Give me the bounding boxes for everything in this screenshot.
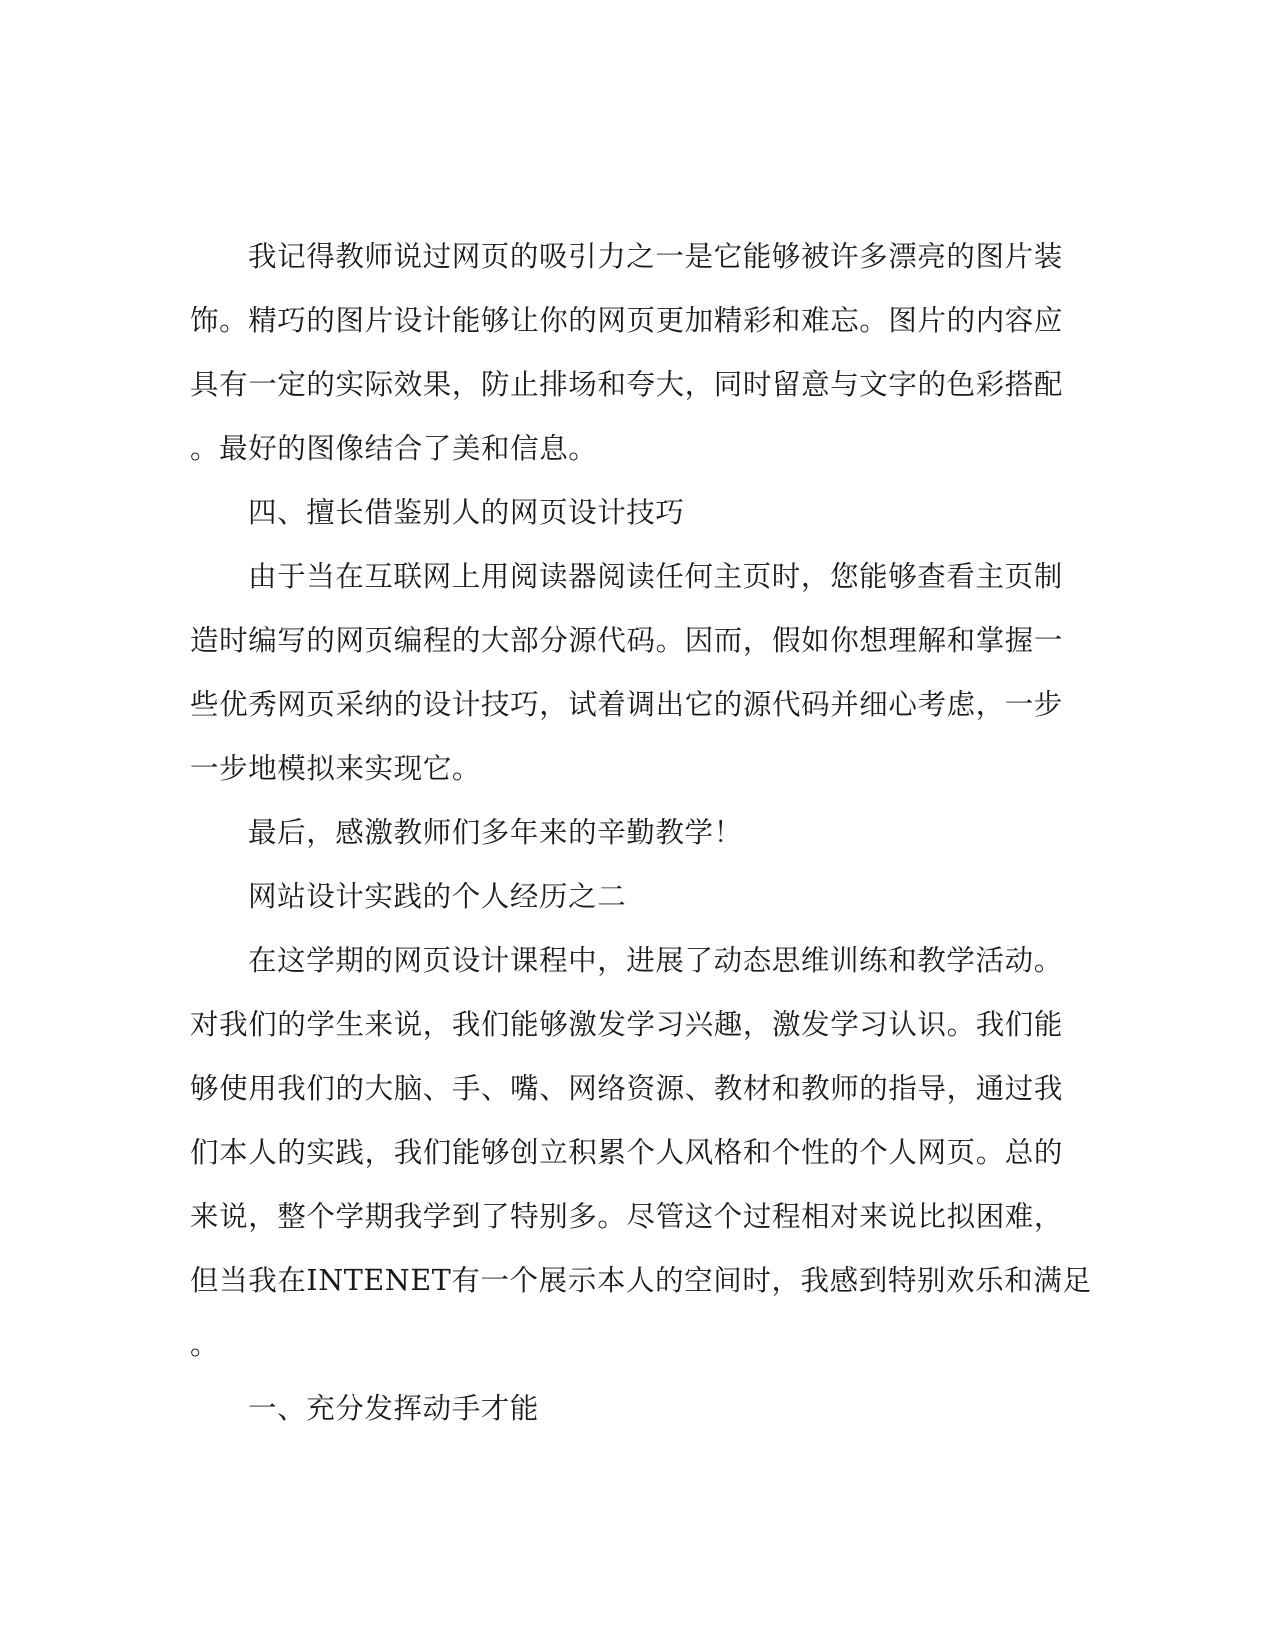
text-line: 。最好的图像结合了美和信息。 (190, 432, 598, 465)
text-line: 在这学期的网页设计课程中，进展了动态思维训练和教学活动。 (248, 944, 1063, 977)
text-line: 最后，感激教师们多年来的辛勤教学！ (248, 816, 743, 849)
text-line: 们本人的实践，我们能够创立积累个人风格和个性的个人网页。总的 (190, 1136, 1064, 1169)
text-line: 来说，整个学期我学到了特别多。尽管这个过程相对来说比拟困难， (190, 1200, 1064, 1233)
text-line: 一步地模拟来实现它。 (190, 752, 482, 785)
section-heading: 一、充分发挥动手才能 (248, 1392, 540, 1425)
text-line: 造时编写的网页编程的大部分源代码。因而，假如你想理解和掌握一 (190, 624, 1064, 657)
text-line: 够使用我们的大脑、手、嘴、网络资源、教材和教师的指导，通过我 (190, 1072, 1064, 1105)
text-line: 些优秀网页采纳的设计技巧，试着调出它的源代码并细心考虑，一步 (190, 688, 1064, 721)
text-line: 我记得教师说过网页的吸引力之一是它能够被许多漂亮的图片装 (248, 240, 1063, 273)
text-line: 但当我在INTENET有一个展示本人的空间时，我感到特别欢乐和满足 (190, 1264, 1092, 1297)
section-heading: 四、擅长借鉴别人的网页设计技巧 (248, 496, 685, 529)
text-line: 饰。精巧的图片设计能够让你的网页更加精彩和难忘。图片的内容应 (190, 304, 1064, 337)
body-text (190, 225, 1092, 1441)
text-line: 对我们的学生来说，我们能够激发学习兴趣，激发学习认识。我们能 (190, 1008, 1064, 1041)
text-line: 由于当在互联网上用阅读器阅读任何主页时，您能够查看主页制 (248, 560, 1063, 593)
section-title: 网站设计实践的个人经历之二 (248, 880, 627, 913)
text-line: 具有一定的实际效果，防止排场和夸大，同时留意与文字的色彩搭配 (190, 368, 1064, 401)
text-line: 。 (190, 1328, 220, 1361)
